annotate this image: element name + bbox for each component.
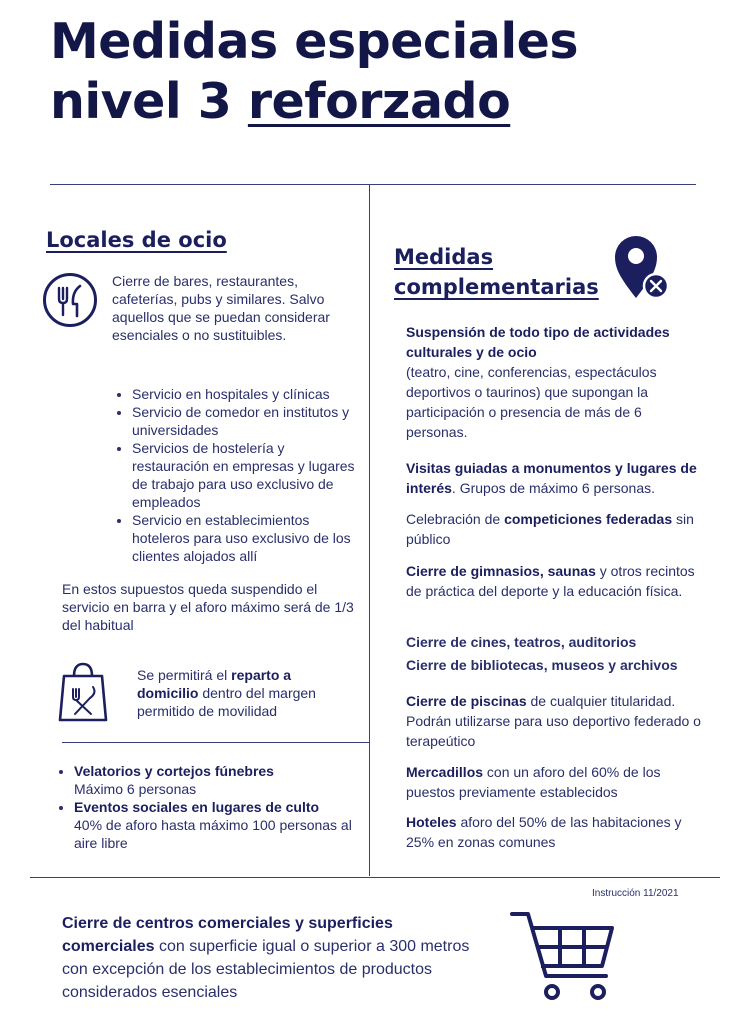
location-pin-x-icon (612, 232, 672, 304)
measure-cines: Cierre de cines, teatros, auditorios (406, 634, 637, 650)
list-item: • Servicio en hospitales y clínicas (132, 385, 362, 403)
measure-visitas: Visitas guiadas a monumentos y lugares de interés. Grupos de máximo 6 personas. (406, 460, 697, 496)
measure-cultural: Suspensión de todo tipo de actividades culturales y de ocio (teatro, cine, conferencias, espectáculos deportivos o taurinos) que supongan la participación o presencia de más de 6 personas. (406, 324, 670, 440)
list-item: • Servicio de comedor en institutos y universidades (132, 403, 362, 439)
measure-competiciones: Celebración de competiciones federadas sin público (406, 511, 694, 547)
top-divider (50, 184, 696, 185)
delivery-bag-icon (58, 660, 108, 724)
list-item: • Eventos sociales en lugares de culto 40% de aforo hasta máximo 100 personas al aire libre (74, 798, 364, 852)
complementarias-heading: Medidas complementarias (394, 245, 599, 299)
measure-hoteles: Hoteles aforo del 50% de las habitaciones y 25% en zonas comunes (406, 814, 682, 850)
shopping-cart-icon (508, 908, 618, 1004)
title-underlined: reforzado (247, 73, 511, 130)
events-list (58, 762, 364, 852)
footer-text: Cierre de centros comerciales y superficies comerciales con superficie igual o superior a 300 metros con excepción de los establecimientos de productos considerados esenciales (62, 915, 470, 1001)
measure-mercadillos: Mercadillos con un aforo del 60% de los puestos previamente establecidos (406, 764, 661, 800)
fork-knife-icon (42, 272, 98, 328)
title-line-1: Medidas especiales (50, 13, 579, 70)
title-line-2: nivel 3 reforzado (50, 73, 511, 130)
list-item: • Velatorios y cortejos fúnebres Máximo 6 personas (74, 762, 364, 798)
list-item: • Servicios de hostelería y restauración en empresas y lugares de trabajo para uso exclusivo de empleados (132, 439, 362, 511)
list-item: • Servicio en establecimientos hoteleros para uso exclusivo de los clientes alojados allí (132, 511, 362, 565)
column-divider (369, 184, 370, 876)
measure-gimnasios: Cierre de gimnasios, saunas y otros recintos de práctica del deporte y la educación física. (406, 563, 695, 599)
measure-piscinas: Cierre de piscinas de cualquier titularidad. Podrán utilizarse para uso deportivo federado o terapeútico (406, 693, 701, 749)
delivery-text: Se permitirá el reparto a domicilio dentro del margen permitido de movilidad (137, 667, 316, 719)
measure-bibliotecas: Cierre de bibliotecas, museos y archivos (406, 657, 678, 673)
locales-heading: Locales de ocio (46, 228, 227, 252)
exceptions-list (116, 385, 362, 565)
bottom-divider (30, 877, 720, 878)
locales-intro: Cierre de bares, restaurantes, cafeterías, pubs y similares. Salvo aquellos que se puedan considerar esenciales o no sustituibles. (112, 273, 330, 343)
barra-note: En estos supuestos queda suspendido el servicio en barra y el aforo máximo será de 1/3 del habitual (62, 581, 354, 633)
instruction-label: Instrucción 11/2021 (592, 888, 679, 899)
left-divider (62, 742, 369, 743)
page-title (50, 12, 730, 132)
